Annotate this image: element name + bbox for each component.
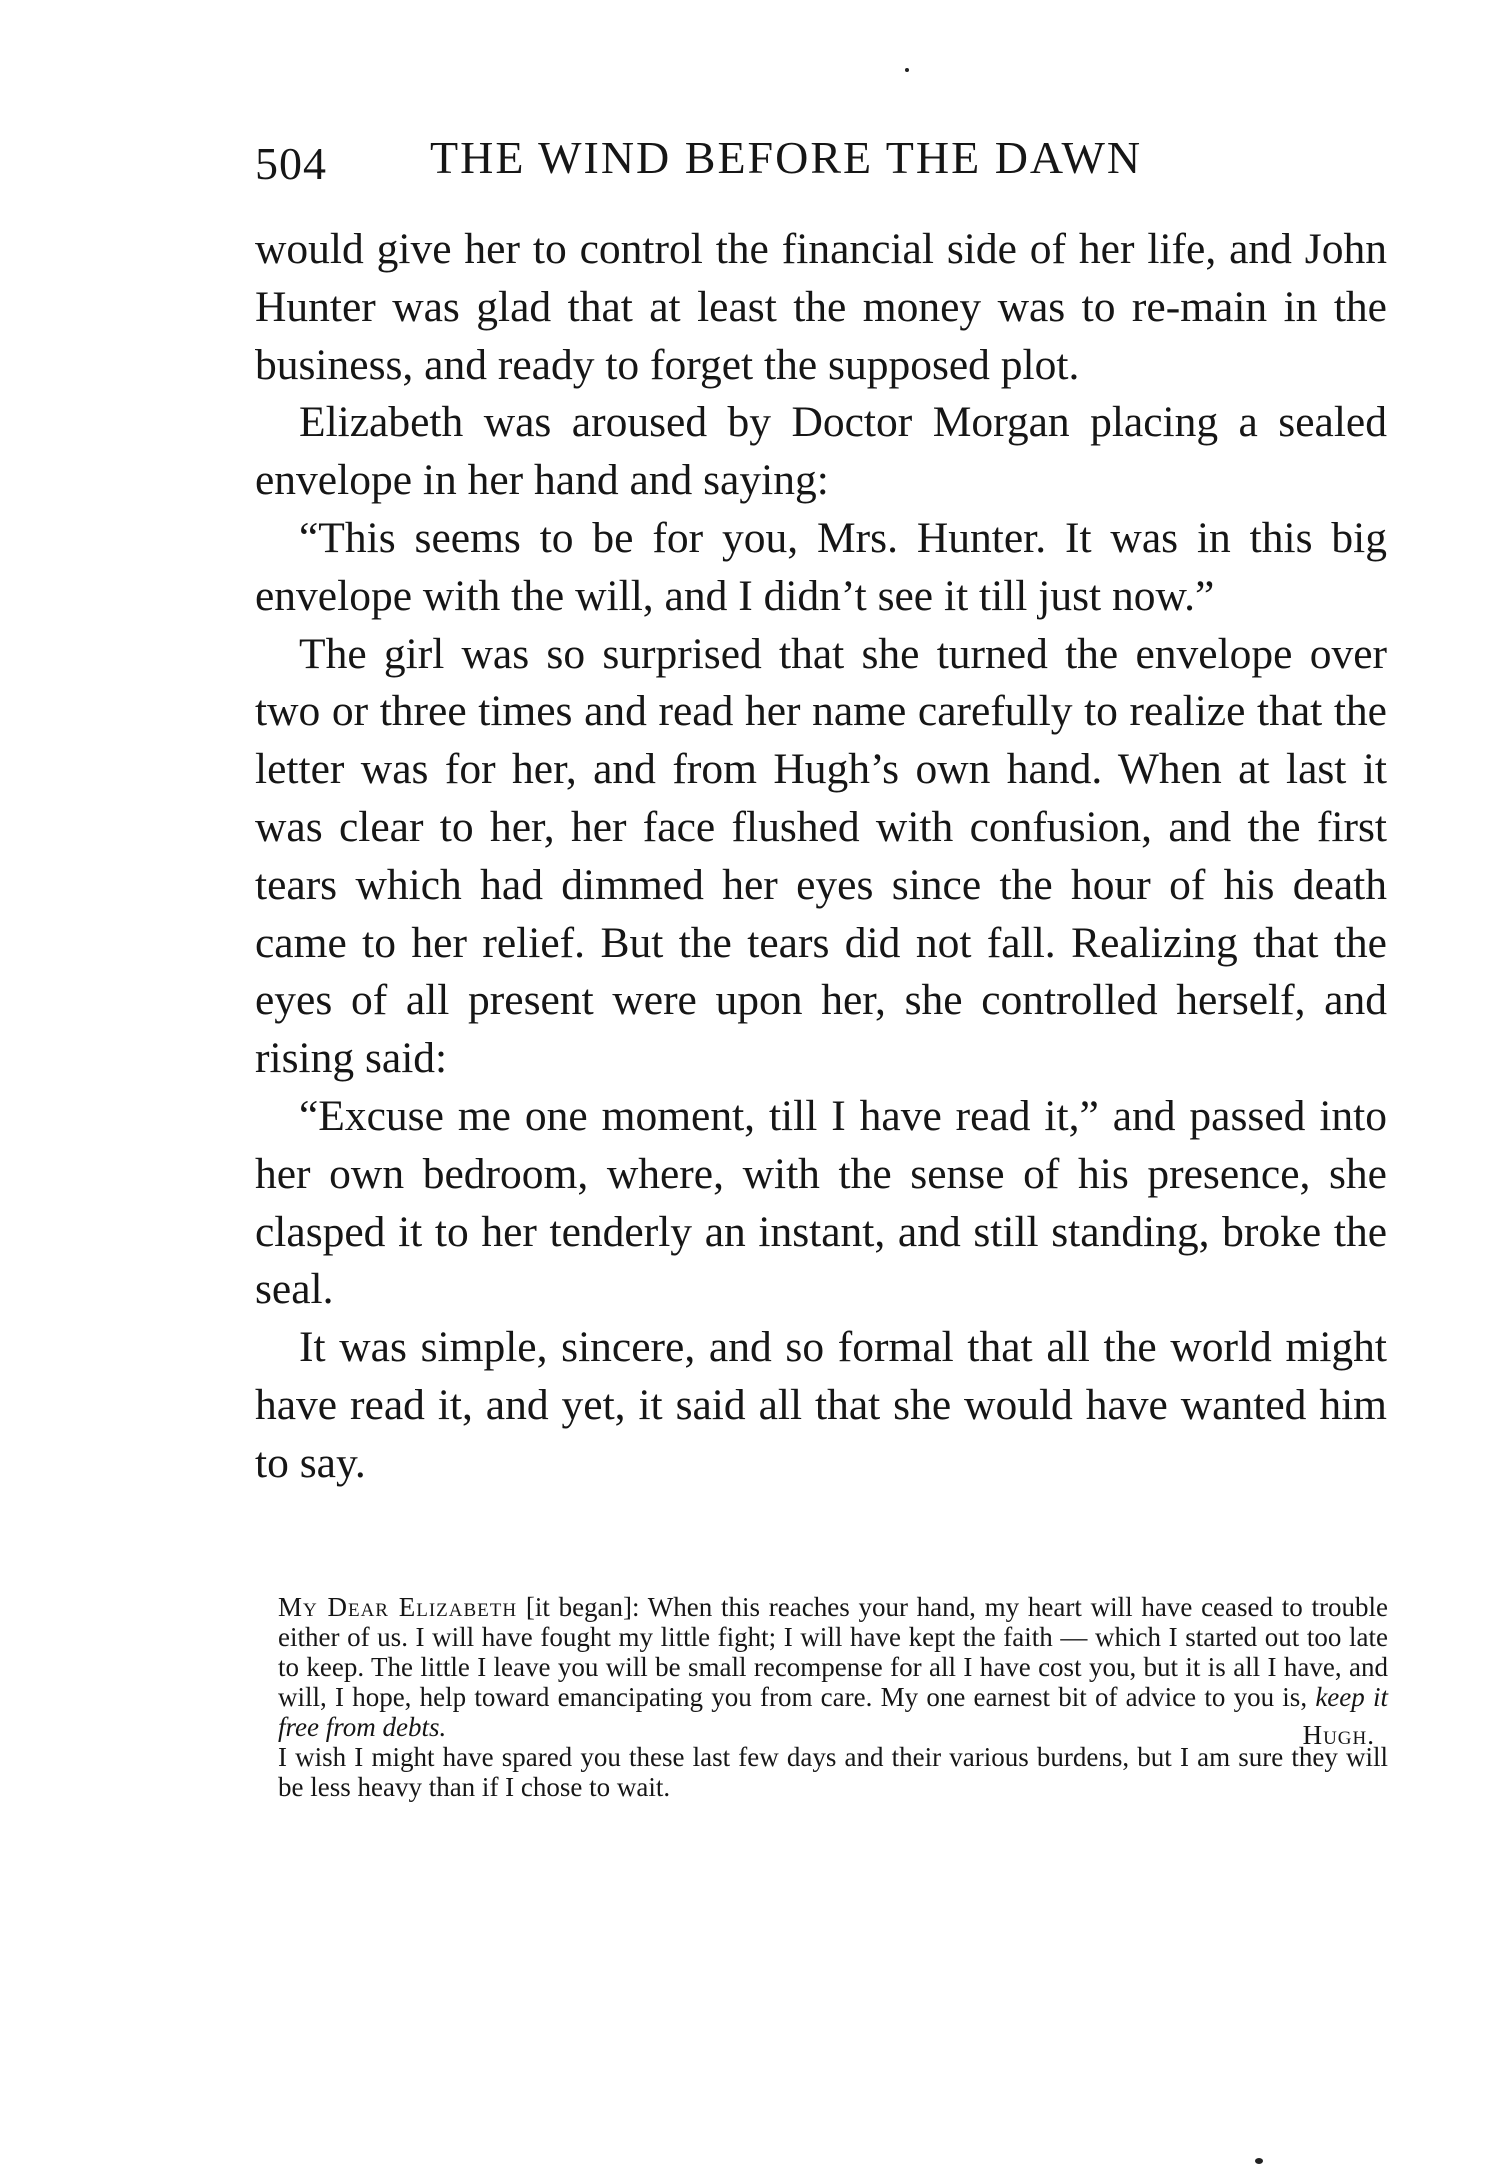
letter-paragraph xyxy=(278,1592,1388,1742)
letter-text: When this reaches your hand, my heart will have ceased to trouble either of us. I will have fought my little fight; I will have kept the faith — which I started out too late to keep. The little I leave you will be small recompense for all I have cost you, but it is all I have, and will, I hope, help toward emancipating you from care. My one earnest bit of advice to you is, xyxy=(278,1592,1388,1712)
letter-bracket-note: [it began]: xyxy=(525,1592,640,1622)
paragraph: The girl was so surprised that she turned the envelope over two or three times and read her name carefully to realize that the letter was for her, and from Hugh’s own hand. When at last it was clear to her, her face flushed with confusion, and the first tears which had dimmed her eyes since the hour of his death came to her relief. But the tears did not fall. Realizing that the eyes of all present were upon her, she controlled herself, and rising said: xyxy=(255,629,1387,1083)
letter-salutation: My Dear Elizabeth xyxy=(278,1592,518,1622)
running-title: THE WIND BEFORE THE DAWN xyxy=(430,132,1143,183)
paragraph: “Excuse me one moment, till I have read it,” and passed into her own bedroom, where, with the sense of his presence, she clasped it to her tenderly an instant, and still standing, broke the seal. xyxy=(255,1091,1387,1314)
page-header xyxy=(255,128,1385,188)
letter-block xyxy=(278,1592,1388,1802)
ink-speck xyxy=(905,68,909,72)
letter-emphasis: keep it free from debts. xyxy=(278,1682,1388,1742)
paragraph: “This seems to be for you, Mrs. Hunter. It was in this big envelope with the will, and I didn’t see it till just now.” xyxy=(255,513,1387,620)
paragraph: would give her to control the financial side of her life, and John Hunter was glad that at least the money was to re-main in the business, and ready to forget the supposed plot. xyxy=(255,225,1387,389)
paragraph: Elizabeth was aroused by Doctor Morgan placing a sealed envelope in her hand and saying: xyxy=(255,398,1387,505)
page-number: 504 xyxy=(255,138,327,189)
letter-signature: Hugh. xyxy=(1302,1720,1375,1750)
body-text xyxy=(255,221,1387,1493)
letter-paragraph: I wish I might have spared you these last few days and their various burdens, but I am sure they will be less heavy than if I chose to wait. xyxy=(278,1742,1388,1802)
paragraph: It was simple, sincere, and so formal that all the world might have read it, and yet, it said all that she would have wanted him to say. xyxy=(255,1323,1387,1487)
ink-speck xyxy=(1255,2158,1263,2164)
